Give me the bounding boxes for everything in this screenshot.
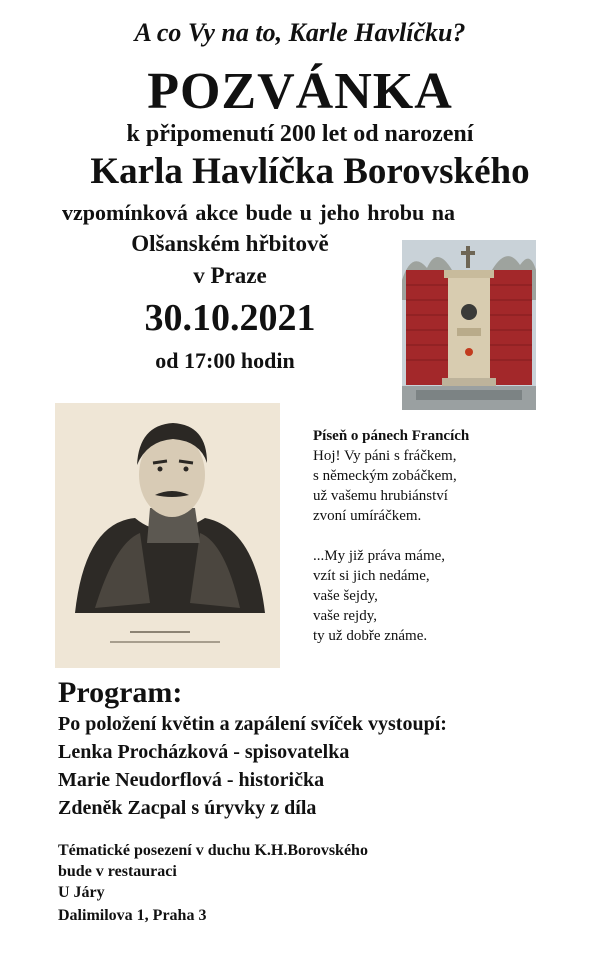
poem-line: už vašemu hrubiánství [313, 488, 448, 504]
poem-line: ...My již práva máme, [313, 548, 446, 564]
footer-line: Tématické posezení v duchu K.H.Borovského [58, 842, 368, 859]
place-line-2: v Praze [193, 263, 267, 288]
poem-title: Píseň o pánech Francích [313, 428, 470, 444]
poem-line: s německým zobáčkem, [313, 468, 457, 484]
program-item: Lenka Procházková - spisovatelka [58, 741, 350, 763]
program-item: Zdeněk Zacpal s úryvky z díla [58, 797, 317, 819]
program-heading: Program: [58, 676, 183, 709]
intro-line: k připomenutí 200 let od narození [126, 121, 474, 147]
event-description: vzpomínková akce bude u jeho hrobu na [62, 200, 456, 225]
poem-line: vzít si jich nedáme, [313, 568, 430, 584]
page-title: POZVÁNKA [147, 63, 453, 120]
event-date: 30.10.2021 [144, 297, 316, 339]
poem-line: zvoní umíráčkem. [313, 508, 422, 524]
footer-line: bude v restauraci [58, 863, 177, 880]
poem [313, 426, 573, 646]
stanza-gap [313, 526, 573, 546]
program-item: Marie Neudorflová - historička [58, 769, 325, 791]
poem-line: Hoj! Vy páni s fráčkem, [313, 448, 457, 464]
footer-line: Dalimilova 1, Praha 3 [58, 907, 207, 924]
poem-line: vaše šejdy, [313, 588, 378, 604]
portrait-image [55, 403, 280, 668]
poem-line: ty už dobře známe. [313, 628, 428, 644]
poem-line: vaše rejdy, [313, 608, 377, 624]
grave-photo [402, 240, 536, 410]
place-line-1: Olšanském hřbitově [131, 231, 329, 256]
program-item: Po položení květin a zapálení svíček vystoupí: [58, 713, 447, 735]
footer-line: U Járy [58, 884, 105, 901]
honoree-name: Karla Havlíčka Borovského [90, 151, 530, 192]
subtitle: A co Vy na to, Karle Havlíčku? [134, 18, 466, 47]
event-time: od 17:00 hodin [155, 348, 295, 373]
